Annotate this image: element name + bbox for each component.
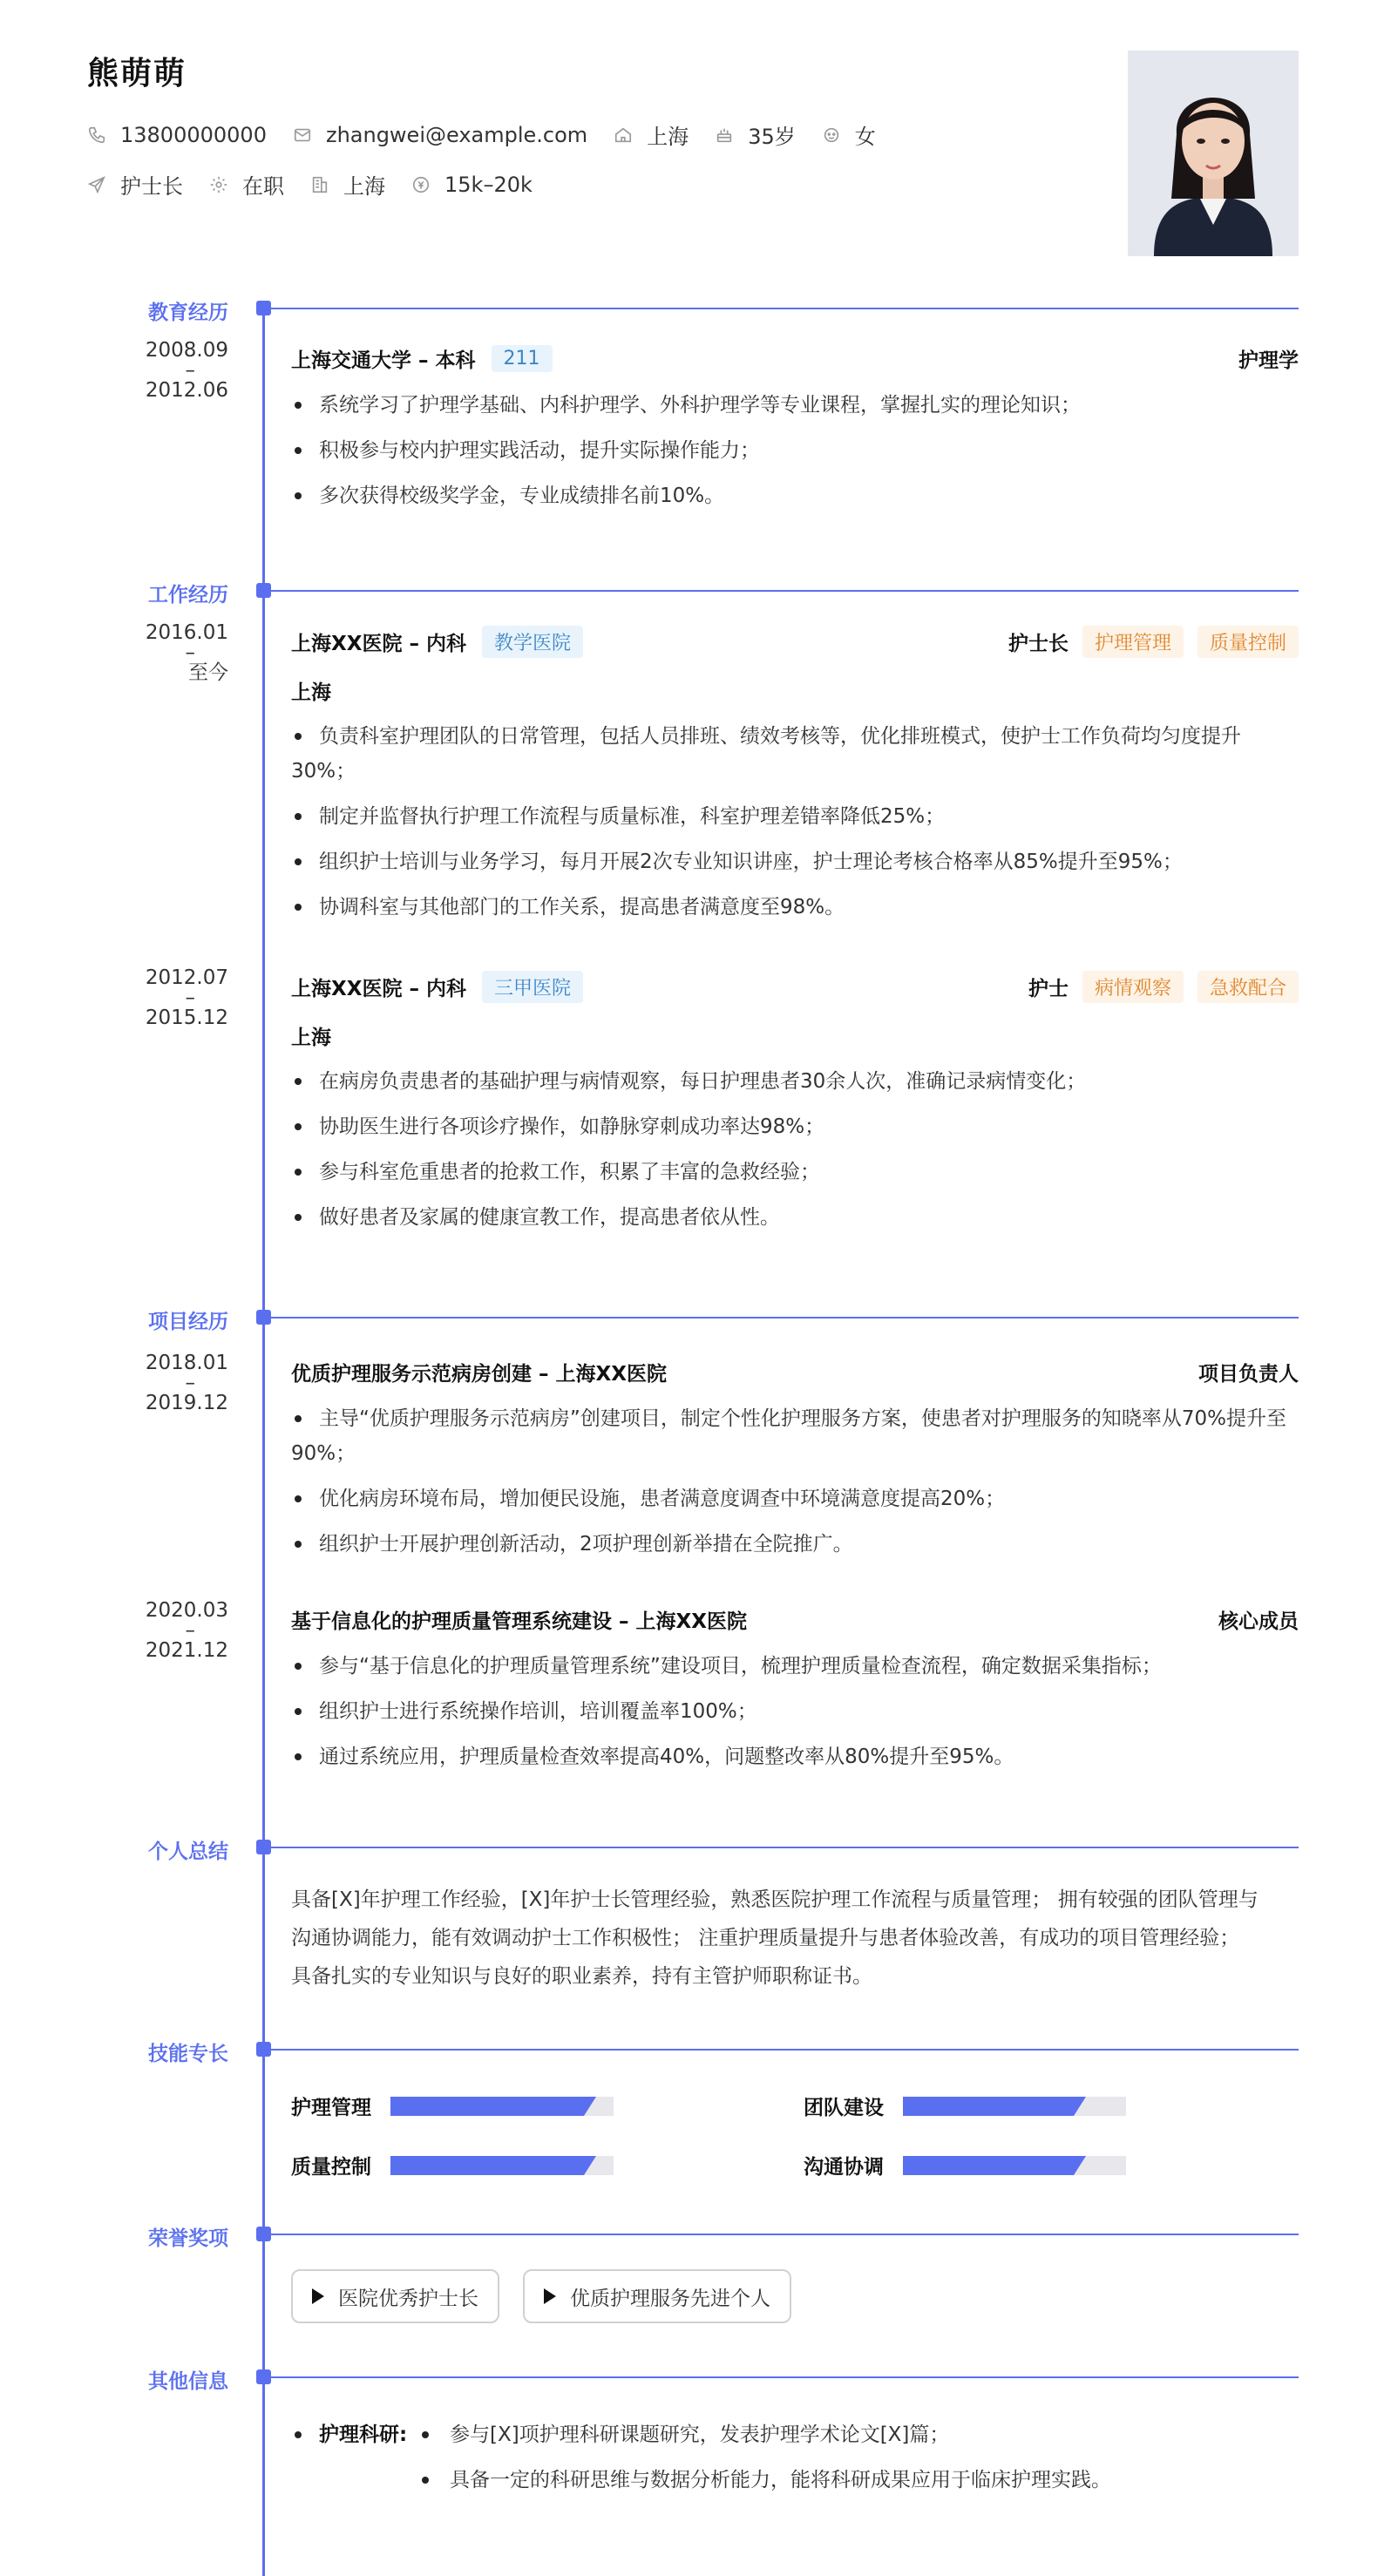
section-divider [261,2234,1299,2235]
list-item: 组织护士培训与业务学习，每月开展2次专业知识讲座，护士理论考核合格率从85%提升至95%； [291,844,1299,879]
research-list [422,2412,1111,2503]
date-start: 2008.09 [145,339,228,362]
project-bullets [291,1401,1299,1562]
project-entry-2 [291,1603,1299,1785]
play-icon [544,2288,556,2304]
email-item [293,123,587,147]
award-chip [291,2269,499,2323]
section-title-skills: 技能专长 [148,2043,228,2065]
section-education [0,298,1299,324]
skill-name: 护理管理 [291,2097,371,2119]
position-item [87,169,183,200]
gender-text: 女 [854,125,876,149]
home-icon [614,125,633,145]
gender-icon [822,125,841,145]
building-icon [310,175,329,194]
work-entry-2 [291,971,1299,1245]
list-item: 做好患者及家属的健康宣教工作，提高患者依从性。 [291,1200,1299,1235]
work-entry-1 [291,626,1299,935]
job-intent-row [87,169,1299,200]
work-bullets [291,719,1299,925]
work-date-2 [105,967,228,1028]
list-item: 在病房负责患者的基础护理与病情观察，每日护理患者30余人次，准确记录病情变化； [291,1064,1299,1099]
list-item: 积极参与校内护理实践活动，提升实际操作能力； [291,433,1299,468]
position-text: 护士长 [120,174,183,199]
date-end: 2019.12 [145,1392,228,1414]
hospital-tag: 教学医院 [482,626,583,658]
project-role: 项目负责人 [1198,1362,1299,1386]
resume-header [87,49,1299,258]
project-name: 基于信息化的护理质量管理系统建设 – 上海XX医院 [291,1610,747,1633]
gender-item [822,119,876,150]
project-entry-1 [291,1356,1299,1572]
candidate-name: 熊萌萌 [87,56,187,92]
age-item [715,119,796,150]
skill-bar [903,2156,1126,2175]
section-title-work: 工作经历 [148,584,228,607]
date-start: 2020.03 [145,1599,228,1622]
list-item: 通过系统应用，护理质量检查效率提高40%，问题整改率从80%提升至95%。 [291,1739,1299,1774]
skill-fill [390,2097,584,2116]
date-separator: – [185,359,195,382]
award-label: 医院优秀护士长 [338,2287,478,2310]
job-role: 护士长 [1007,632,1069,655]
section-skills [0,2039,1299,2065]
date-start: 2012.07 [145,966,228,989]
phone-item [87,123,267,147]
award-label: 优质护理服务先进个人 [570,2287,770,2310]
play-icon [312,2288,324,2304]
list-item: 参与科室危重患者的抢救工作，积累了丰富的急救经验； [291,1155,1299,1190]
skill-bar [390,2097,614,2116]
list-item: 参与[X]项护理科研课题研究，发表护理学术论文[X]篇； [422,2412,1111,2457]
project-role: 核心成员 [1218,1610,1299,1633]
list-item: 优化病房环境布局，增加便民设施，患者满意度调查中环境满意度提高20%； [291,1481,1299,1516]
section-divider [261,590,1299,592]
salary-text: 15k–20k [444,172,533,197]
project-bullets [291,1649,1299,1774]
major: 护理学 [1238,349,1299,372]
summary-line: 具备[X]年护理工作经验，[X]年护士长管理经验，熟悉医院护理工作流程与质量管理； 拥有较强的团队管理与 [291,1888,1258,1911]
work-location: 上海 [291,1027,331,1049]
award-chip [523,2269,791,2323]
contact-row [87,119,1299,150]
skill-fill [903,2097,1074,2116]
city-item [614,119,689,150]
phone-text: 13800000000 [120,122,267,147]
employer-name: 上海XX医院 – 内科 [291,977,466,1000]
project-date-1 [105,1352,228,1413]
target-city-text: 上海 [343,174,385,199]
date-end: 至今 [188,661,228,684]
skill-bar [903,2097,1126,2116]
list-item: 制定并监督执行护理工作流程与质量标准，科室护理差错率降低25%； [291,799,1299,834]
project-name: 优质护理服务示范病房创建 – 上海XX医院 [291,1362,667,1386]
summary-line: 具备扎实的专业知识与良好的职业素养，持有主管护师职称证书。 [291,1965,872,1988]
list-item: 协助医生进行各项诊疗操作，如静脉穿刺成功率达98%； [291,1109,1299,1144]
section-title-honors: 荣誉奖项 [148,2227,228,2250]
education-entry [291,342,1299,524]
send-icon [87,175,106,194]
money-icon [411,175,431,194]
research-label: 护理科研: [291,2412,422,2503]
list-item: 主导“优质护理服务示范病房”创建项目，制定个性化护理服务方案，使患者对护理服务的知晓率从70%提升至90%； [291,1401,1299,1471]
section-divider [261,308,1299,309]
skill-tag: 护理管理 [1082,626,1184,658]
skill-item [804,2151,1126,2179]
section-title-projects: 项目经历 [148,1311,228,1333]
skill-tag: 质量控制 [1197,626,1299,658]
section-divider [261,1847,1299,1848]
hospital-tag: 三甲医院 [482,971,583,1003]
cake-icon [715,125,734,145]
summary-text [291,1881,1299,1996]
section-divider [261,2376,1299,2378]
skill-item [291,2091,614,2120]
list-item: 负责科室护理团队的日常管理，包括人员排班、绩效考核等，优化排班模式，使护士工作负荷均匀度提升30%； [291,719,1299,789]
school-name: 上海交通大学 – 本科 [291,349,476,372]
gear-icon [209,175,228,194]
list-item: 系统学习了护理学基础、内科护理学、外科护理学等专业课程，掌握扎实的理论知识； [291,388,1299,423]
date-end: 2015.12 [145,1007,228,1029]
work-date-1 [105,622,228,683]
profile-photo [1128,51,1299,256]
target-city-item [310,169,385,200]
education-date [105,340,228,401]
date-separator: – [185,986,195,1009]
school-tag: 211 [492,345,553,372]
age-text: 35岁 [748,125,796,149]
skill-tag: 急救配合 [1197,971,1299,1003]
salary-item [411,173,533,197]
list-item: 具备一定的科研思维与数据分析能力，能将科研成果应用于临床护理实践。 [422,2457,1111,2503]
date-separator: – [185,641,195,664]
section-summary [0,1837,1299,1863]
summary-line: 沟通协调能力，能有效调动护士工作积极性； 注重护理质量提升与患者体验改善，有成功的项目管理经验； [291,1927,1240,1949]
list-item: 协调科室与其他部门的工作关系，提高患者满意度至98%。 [291,890,1299,925]
section-divider [261,2049,1299,2051]
status-text: 在职 [242,174,284,199]
section-other [0,2367,1299,2393]
date-separator: – [185,1372,195,1394]
date-end: 2012.06 [145,379,228,402]
section-divider [261,1317,1299,1319]
skill-fill [390,2156,584,2175]
other-info [291,2412,1299,2503]
skill-name: 质量控制 [291,2156,371,2179]
section-projects [0,1307,1299,1333]
section-honors [0,2224,1299,2250]
skill-item [804,2091,1126,2120]
email-text: zhangwei@example.com [325,122,588,147]
date-end: 2021.12 [145,1639,228,1662]
city-text: 上海 [647,125,689,149]
section-title-other: 其他信息 [148,2370,228,2393]
mail-icon [293,125,312,145]
list-item: 参与“基于信息化的护理质量管理系统”建设项目，梳理护理质量检查流程，确定数据采集指标； [291,1649,1299,1684]
project-date-2 [105,1600,228,1661]
skill-fill [903,2156,1074,2175]
education-bullets [291,388,1299,513]
employer-name: 上海XX医院 – 内科 [291,632,466,655]
work-bullets [291,1064,1299,1235]
skill-item [291,2151,614,2179]
date-start: 2016.01 [145,621,228,644]
section-title-education: 教育经历 [148,302,228,324]
section-title-summary: 个人总结 [148,1840,228,1863]
skill-bar [390,2156,614,2175]
portrait-image [1128,51,1299,256]
skill-name: 团队建设 [804,2097,884,2119]
phone-icon [87,125,106,145]
list-item: 多次获得校级奖学金，专业成绩排名前10%。 [291,478,1299,513]
list-item: 组织护士进行系统操作培训，培训覆盖率100%； [291,1694,1299,1729]
skill-name: 沟通协调 [804,2156,884,2179]
date-separator: – [185,1619,195,1642]
status-item [209,169,284,200]
job-role: 护士 [1028,977,1069,1000]
date-start: 2018.01 [145,1352,228,1374]
skill-tag: 病情观察 [1082,971,1184,1003]
list-item: 组织护士开展护理创新活动，2项护理创新举措在全院推广。 [291,1527,1299,1562]
work-location: 上海 [291,681,331,704]
section-work [0,580,1299,607]
